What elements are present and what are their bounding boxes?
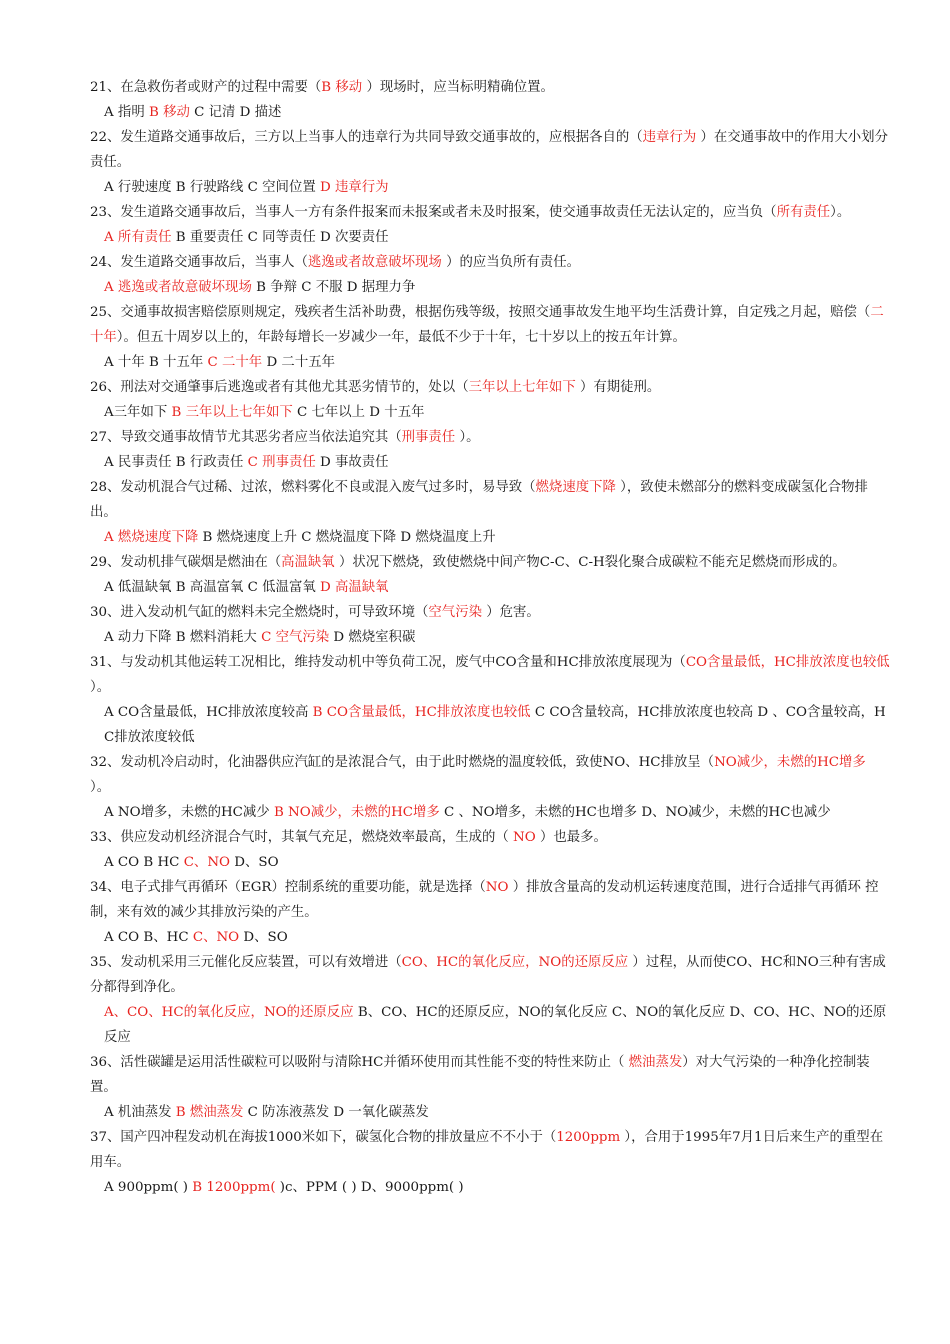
answer-fill: NO减少，未燃的HC增多 — [714, 755, 866, 770]
question-block — [90, 875, 890, 950]
correct-option: A 逃逸或者故意破坏现场 — [104, 280, 252, 295]
question-block — [90, 300, 890, 375]
question-text — [90, 550, 890, 575]
answer-fill: B 移动 — [321, 80, 363, 95]
question-block — [90, 425, 890, 475]
answer-fill: 逃逸或者故意破坏现场 — [307, 255, 442, 270]
answer-fill: 二十年 — [90, 305, 884, 345]
correct-option: A 所有责任 — [104, 230, 172, 245]
question-text — [90, 600, 890, 625]
question-segment: 21、在急救伤者或财产的过程中需要（ — [90, 80, 322, 95]
question-text — [90, 200, 890, 225]
question-segment: ）有期徒刑。 — [575, 380, 661, 395]
answer-fill: 刑事责任 — [401, 430, 456, 445]
question-segment: ），致使未燃部分的燃料变成碳氢化合物排出。 — [90, 480, 868, 520]
option-segment: D、SO — [230, 855, 279, 870]
answer-fill: 三年以上七年如下 — [468, 380, 576, 395]
question-segment: 34、电子式排气再循环（EGR）控制系统的重要功能，就是选择（ — [90, 880, 486, 895]
question-segment: ）。 — [90, 780, 111, 795]
question-segment: ）现场时，应当标明精确位置。 — [362, 80, 554, 95]
question-segment: 28、发动机混合气过稀、过浓，燃料雾化不良或混入废气过多时，易导致（ — [90, 480, 536, 495]
options-line — [90, 1175, 890, 1200]
option-segment: A 行驶速度 B 行驶路线 C 空间位置 — [104, 180, 320, 195]
question-text — [90, 875, 890, 925]
options-line — [90, 400, 890, 425]
option-segment: A三年如下 — [104, 405, 172, 420]
question-text — [90, 650, 890, 700]
options-line — [90, 850, 890, 875]
question-segment: ）排放含量高的发动机运转速度范围，进行合适排气再循环 控制，来有效的减少其排放污染的产生。 — [90, 880, 879, 920]
options-line — [90, 100, 890, 125]
question-block — [90, 200, 890, 250]
question-text — [90, 1050, 890, 1100]
option-segment: A CO B、HC — [104, 930, 193, 945]
question-segment: ）在交通事故中的作用大小划分责任。 — [90, 130, 888, 170]
question-text — [90, 425, 890, 450]
question-segment: 32、发动机冷启动时，化油器供应汽缸的是浓混合气，由于此时燃烧的温度较低，致使NO、HC排放呈（ — [90, 755, 715, 770]
question-text — [90, 1125, 890, 1175]
question-segment: 36、活性碳罐是运用活性碳粒可以吸附与清除HC并循环使用而其性能不变的特性来防止（ — [90, 1055, 629, 1070]
correct-option: B 燃油蒸发 — [175, 1105, 244, 1120]
question-block — [90, 650, 890, 750]
question-segment: ）。 — [830, 205, 851, 220]
question-text — [90, 375, 890, 400]
options-line — [90, 275, 890, 300]
question-segment: 35、发动机采用三元催化反应装置，可以有效增进（ — [90, 955, 402, 970]
question-segment: ）。 — [90, 680, 111, 695]
correct-option: C、NO — [183, 855, 231, 870]
option-segment: D 事故责任 — [315, 455, 389, 470]
option-segment: C 七年以上 D 十五年 — [292, 405, 425, 420]
correct-option: B 三年以上七年如下 — [171, 405, 293, 420]
correct-option: C 刑事责任 — [247, 455, 316, 470]
option-segment: D 燃烧室积碳 — [329, 630, 416, 645]
correct-option: B NO减少，未燃的HC增多 — [273, 805, 440, 820]
answer-fill: CO、HC的氧化反应，NO的还原反应 — [401, 955, 629, 970]
question-block — [90, 750, 890, 825]
options-line — [90, 800, 890, 825]
question-segment: 29、发动机排气碳烟是燃油在（ — [90, 555, 282, 570]
question-text — [90, 950, 890, 1000]
question-block — [90, 125, 890, 200]
question-block — [90, 475, 890, 550]
question-block — [90, 825, 890, 875]
correct-option: C 二十年 — [207, 355, 263, 370]
answer-fill: 燃烧速度下降 — [535, 480, 616, 495]
correct-option: D 高温缺氧 — [319, 580, 389, 595]
options-line — [90, 700, 890, 750]
option-segment: A NO增多，未燃的HC减少 — [104, 805, 274, 820]
options-line — [90, 575, 890, 600]
option-segment: A 动力下降 B 燃料消耗大 — [104, 630, 262, 645]
correct-option: C 空气污染 — [261, 630, 330, 645]
question-text — [90, 125, 890, 175]
question-text — [90, 475, 890, 525]
question-segment: ）也最多。 — [535, 830, 607, 845]
option-segment: A CO含量最低，HC排放浓度较高 — [104, 705, 313, 720]
options-line — [90, 175, 890, 200]
question-block — [90, 75, 890, 125]
question-segment: 26、刑法对交通肇事后逃逸或者有其他尤其恶劣情节的，处以（ — [90, 380, 469, 395]
option-segment: A 十年 B 十五年 — [104, 355, 208, 370]
option-segment: D 二十五年 — [262, 355, 335, 370]
question-segment: 31、与发动机其他运转工况相比，维持发动机中等负荷工况，废气中CO含量和HC排放浓度展现为（ — [90, 655, 686, 670]
question-text — [90, 250, 890, 275]
answer-fill: 燃油蒸发 — [628, 1055, 683, 1070]
correct-option: B 1200ppm( — [192, 1180, 276, 1195]
question-segment: 30、进入发动机气缸的燃料未完全燃烧时，可导致环境（ — [90, 605, 429, 620]
question-block — [90, 1125, 890, 1200]
correct-option: A 燃烧速度下降 — [104, 530, 199, 545]
options-line — [90, 1100, 890, 1125]
question-segment: 27、导致交通事故情节尤其恶劣者应当依法追究其（ — [90, 430, 402, 445]
question-segment: ）过程，从而使CO、HC和NO三种有害成分都得到净化。 — [90, 955, 886, 995]
option-segment: B 重要责任 C 同等责任 D 次要责任 — [171, 230, 389, 245]
options-line — [90, 350, 890, 375]
question-segment: 23、发生道路交通事故后，当事人一方有条件报案而未报案或者未及时报案，使交通事故责任无法认定的，应当负（ — [90, 205, 777, 220]
options-line — [90, 525, 890, 550]
option-segment: B、CO、HC的还原反应，NO的氧化反应 C、NO的氧化反应 D、CO、HC、NO的还原反应 — [104, 1005, 887, 1045]
option-segment: A 指明 — [104, 105, 149, 120]
option-segment: A CO B HC — [104, 855, 184, 870]
options-line — [90, 925, 890, 950]
options-line — [90, 625, 890, 650]
answer-fill: NO — [513, 830, 536, 845]
option-segment: )c、PPM ( ) D、9000ppm( ) — [275, 1180, 464, 1195]
question-text — [90, 300, 890, 350]
question-segment: ）。 — [455, 430, 480, 445]
options-line — [90, 450, 890, 475]
question-segment: 37、国产四冲程发动机在海拔1000米如下，碳氢化合物的排放量应不不小于（ — [90, 1130, 557, 1145]
question-block — [90, 1050, 890, 1125]
question-block — [90, 550, 890, 600]
question-block — [90, 950, 890, 1050]
option-segment: D、SO — [239, 930, 288, 945]
options-line — [90, 225, 890, 250]
option-segment: C CO含量较高，HC排放浓度也较高 D 、CO含量较高，HC排放浓度较低 — [104, 705, 886, 745]
answer-fill: 所有责任 — [776, 205, 831, 220]
option-segment: A 机油蒸发 — [104, 1105, 176, 1120]
option-segment: A 低温缺氧 B 高温富氧 C 低温富氧 — [104, 580, 320, 595]
answer-fill: 违章行为 — [642, 130, 697, 145]
correct-option: B CO含量最低，HC排放浓度也较低 — [312, 705, 531, 720]
question-text — [90, 750, 890, 800]
option-segment: A 民事责任 B 行政责任 — [104, 455, 248, 470]
answer-fill: CO含量最低，HC排放浓度也较低 — [685, 655, 890, 670]
option-segment: C 防冻液蒸发 D 一氧化碳蒸发 — [243, 1105, 429, 1120]
option-segment: C 、NO增多，未燃的HC也增多 D、NO减少，未燃的HC也减少 — [439, 805, 831, 820]
answer-fill: NO — [485, 880, 509, 895]
question-segment: ），合用于1995年7月1日后来生产的重型在用车。 — [90, 1130, 884, 1170]
question-text — [90, 75, 890, 100]
correct-option: A、CO、HC的氧化反应，NO的还原反应 — [104, 1005, 354, 1020]
question-segment: 24、发生道路交通事故后，当事人（ — [90, 255, 308, 270]
option-segment: A 900ppm( ) — [104, 1180, 193, 1195]
answer-fill: 高温缺氧 — [281, 555, 335, 570]
question-segment: 33、供应发动机经济混合气时，其氧气充足，燃烧效率最高，生成的（ — [90, 830, 514, 845]
question-block — [90, 250, 890, 300]
correct-option: C、NO — [192, 930, 240, 945]
question-text — [90, 825, 890, 850]
answer-fill: 空气污染 — [428, 605, 482, 620]
options-line — [90, 1000, 890, 1050]
option-segment: B 争辩 C 不服 D 据理力争 — [251, 280, 416, 295]
question-segment: 25、交通事故损害赔偿原则规定，残疾者生活补助费，根据伤残等级，按照交通事故发生地平均生活费计算，自定残之月起，赔偿（ — [90, 305, 871, 320]
question-block — [90, 375, 890, 425]
answer-fill: 1200ppm — [556, 1130, 621, 1145]
question-segment: ）状况下燃烧，致使燃烧中间产物C-C、C-H裂化聚合成碳粒不能充足燃烧而形成的。 — [334, 555, 846, 570]
question-segment: ）对大气污染的一种净化控制装置。 — [90, 1055, 870, 1095]
option-segment: C 记清 D 描述 — [189, 105, 282, 120]
option-segment: B 燃烧速度上升 C 燃烧温度下降 D 燃烧温度上升 — [198, 530, 496, 545]
question-segment: ）的应当负所有责任。 — [441, 255, 580, 270]
question-segment: ）。但五十周岁以上的，年龄每增长一岁减少一年，最低不少于十年，七十岁以上的按五年计算。 — [116, 330, 686, 345]
question-block — [90, 600, 890, 650]
question-segment: 22、发生道路交通事故后，三方以上当事人的违章行为共同导致交通事故的，应根据各自的（ — [90, 130, 643, 145]
correct-option: B 移动 — [148, 105, 190, 120]
question-segment: ）危害。 — [481, 605, 540, 620]
correct-option: D 违章行为 — [319, 180, 389, 195]
